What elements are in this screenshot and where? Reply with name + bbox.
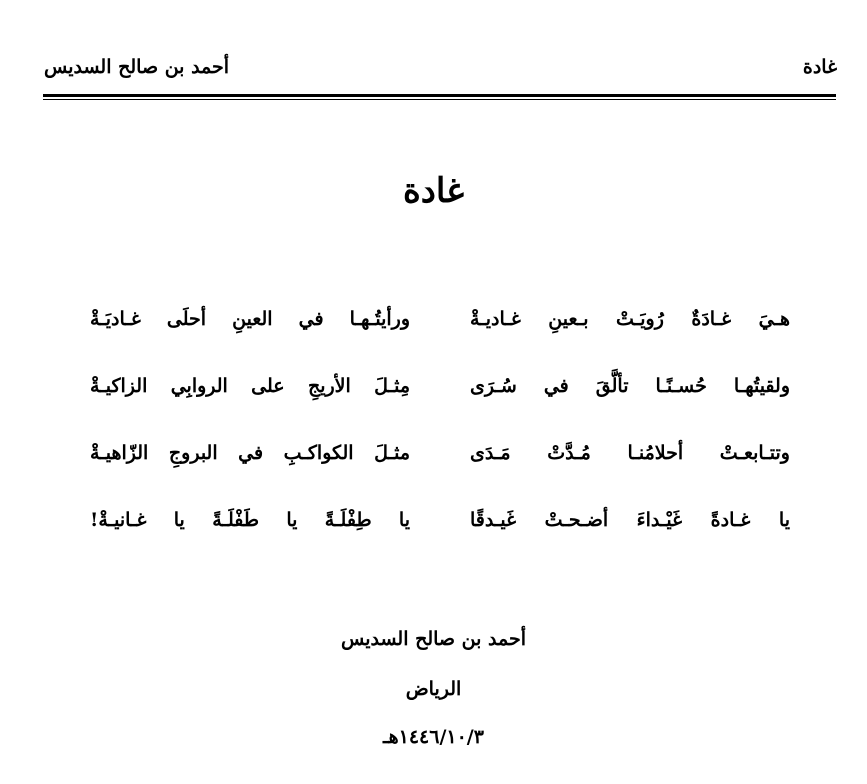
verse-first-hemistich: هـيَ غـادَةٌ رُويَـتْ بـعينِ غـاديـةْ (470, 308, 790, 330)
header-rule-thin (43, 99, 836, 100)
verse (90, 308, 790, 375)
verse-second-hemistich: يا طِفْلَـةً يا طَفْلَـةً يا غـانيـةْ! (90, 509, 410, 531)
verse-first-hemistich: يا غـادةً غَيْـداءَ أضـحـتْ غَيـدقًا (470, 509, 790, 531)
header-author: أحمد بن صالح السديس (44, 56, 230, 78)
verse-first-hemistich: ولقيتُهـا حُسـنًـا تألَّقَ في سُـرَى (470, 375, 790, 397)
verse (90, 509, 790, 576)
verse-second-hemistich: مِثـلَ الأريجِ على الروابِي الزاكيـةْ (90, 375, 410, 397)
verse-second-hemistich: مثـلَ الكواكـبِ في البروجِ الزّاهيـةْ (90, 442, 410, 464)
verse (90, 442, 790, 509)
verse-second-hemistich: ورأيتُـهـا في العينِ أحلَى غـاديَـةْ (90, 308, 410, 330)
header-title: غادة (802, 56, 837, 78)
header-rule-thick (43, 94, 836, 97)
verse-first-hemistich: وتتـابعـتْ أحلامُنـا مُـدَّتْ مَـدَى (470, 442, 790, 464)
verse (90, 375, 790, 442)
poem-body (90, 308, 790, 576)
poem-title: غادة (402, 171, 465, 211)
signature-date: ١٤٤٦/١٠/٣هـ (383, 726, 484, 748)
signature-name: أحمد بن صالح السديس (340, 628, 527, 650)
signature-place: الرياض (405, 678, 462, 700)
